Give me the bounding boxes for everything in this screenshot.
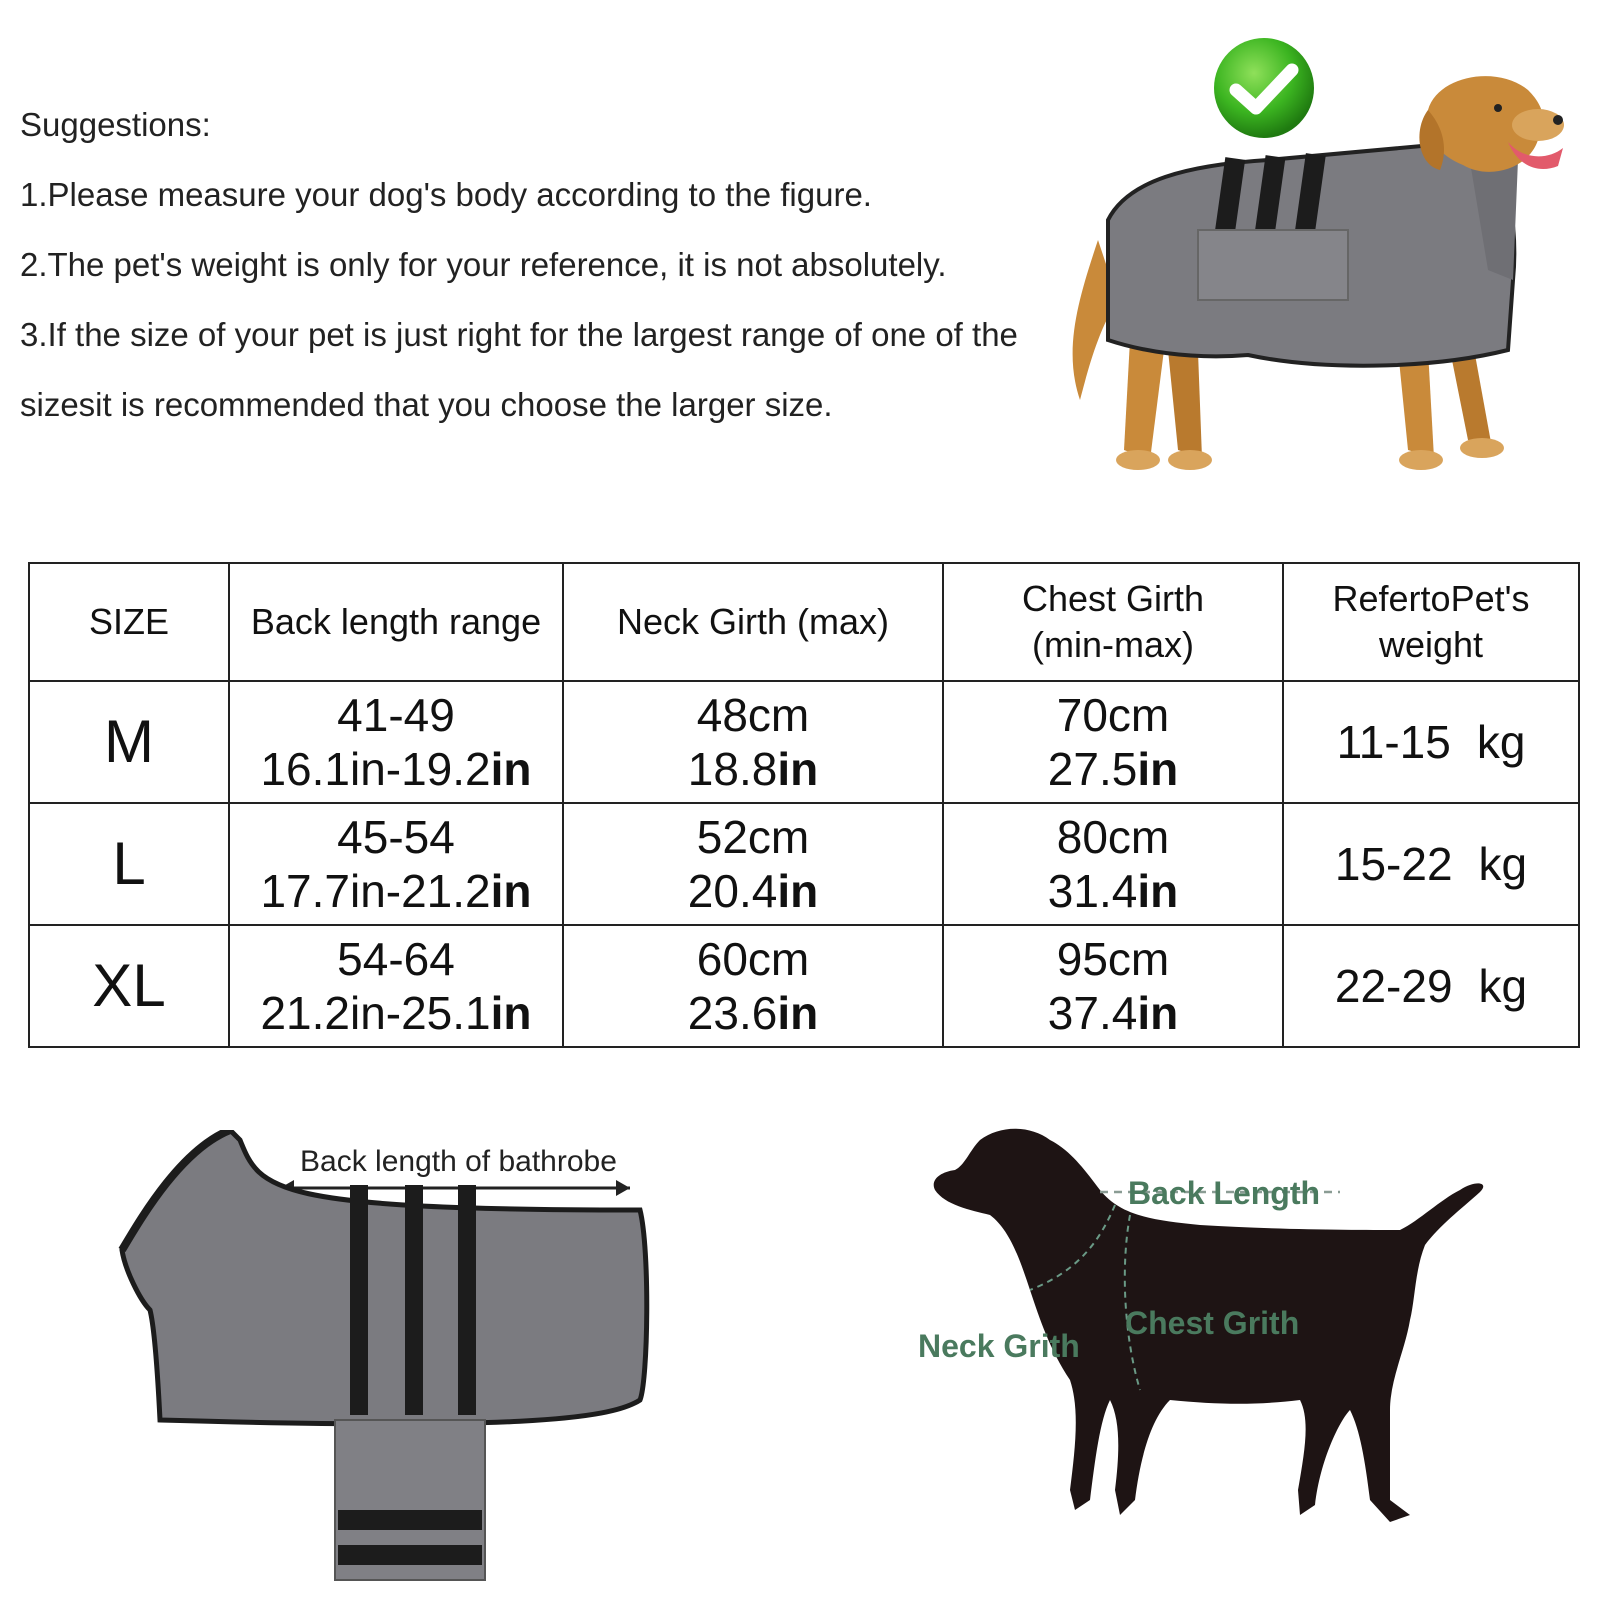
- bathrobe-back-length-label: Back length of bathrobe: [300, 1145, 617, 1178]
- neck-girth-label: Neck Grith: [918, 1328, 1080, 1364]
- in-unit: in: [1137, 865, 1179, 917]
- size-cell: M: [29, 681, 229, 803]
- chest-girth-label: Chest Grith: [1125, 1305, 1300, 1341]
- in-unit: in: [490, 987, 532, 1039]
- back-length-cell: [229, 803, 563, 925]
- back-in-value: 16.1in-19.2: [260, 743, 491, 795]
- neck-girth-cell: [563, 681, 943, 803]
- suggestion-line-4: sizesit is recommended that you choose the larger size.: [20, 386, 833, 423]
- table-row: [29, 803, 1579, 925]
- weight-value: 11-15: [1336, 716, 1451, 768]
- back-length-label: Back Length: [1128, 1175, 1321, 1211]
- chest-girth-cell: [943, 925, 1283, 1047]
- header-weight-line-1: RefertoPet's: [1332, 578, 1530, 619]
- suggestions-heading: Suggestions:: [20, 106, 211, 143]
- header-neck-girth: Neck Girth (max): [563, 563, 943, 681]
- suggestion-line-3: 3.If the size of your pet is just right for the largest range of one of the: [20, 316, 1018, 353]
- chest-girth-cell: [943, 681, 1283, 803]
- weight-unit: kg: [1478, 960, 1528, 1012]
- suggestion-line-2: 2.The pet's weight is only for your reference, it is not absolutely.: [20, 246, 947, 283]
- neck-in-value: 20.4: [687, 865, 778, 917]
- neck-cm-value: 52cm: [696, 811, 810, 863]
- header-pet-weight: [1283, 563, 1579, 681]
- back-cm-value: 41-49: [337, 689, 455, 741]
- back-in-value: 21.2in-25.1: [260, 987, 491, 1039]
- header-back-length: Back length range: [229, 563, 563, 681]
- header-chest-line-1: Chest Girth: [1021, 578, 1205, 619]
- size-cell: XL: [29, 925, 229, 1047]
- in-unit: in: [490, 865, 532, 917]
- in-unit: in: [1137, 743, 1179, 795]
- weight-unit: kg: [1476, 716, 1526, 768]
- table-header-row: [29, 563, 1579, 681]
- chest-in-value: 37.4: [1047, 987, 1138, 1039]
- weight-value: 22-29: [1334, 960, 1453, 1012]
- chest-cm-value: 80cm: [1056, 811, 1170, 863]
- in-unit: in: [777, 865, 819, 917]
- neck-girth-cell: [563, 925, 943, 1047]
- suggestion-line-1: 1.Please measure your dog's body according to the figure.: [20, 176, 872, 213]
- strap: [458, 1185, 476, 1415]
- chest-girth-cell: [943, 803, 1283, 925]
- back-in-value: 17.7in-21.2: [260, 865, 491, 917]
- in-unit: in: [1137, 987, 1179, 1039]
- neck-cm-value: 60cm: [696, 933, 810, 985]
- neck-girth-cell: [563, 803, 943, 925]
- weight-value: 15-22: [1334, 838, 1453, 890]
- back-cm-value: 45-54: [337, 811, 455, 863]
- weight-cell: [1283, 803, 1579, 925]
- suggestions-block: [20, 100, 1080, 450]
- neck-in-value: 23.6: [687, 987, 778, 1039]
- chest-in-value: 31.4: [1047, 865, 1138, 917]
- strap: [350, 1185, 368, 1415]
- back-length-cell: [229, 681, 563, 803]
- table-row: [29, 925, 1579, 1047]
- header-chest-line-2: (min-max): [1032, 624, 1194, 665]
- header-chest-girth: [943, 563, 1283, 681]
- header-size: SIZE: [29, 563, 229, 681]
- in-unit: in: [777, 743, 819, 795]
- in-unit: in: [777, 987, 819, 1039]
- in-unit: in: [490, 743, 532, 795]
- strap: [405, 1185, 423, 1415]
- back-length-cell: [229, 925, 563, 1047]
- weight-cell: [1283, 681, 1579, 803]
- bathrobe-diagram: [110, 1130, 670, 1590]
- neck-cm-value: 48cm: [696, 689, 810, 741]
- dog-wearing-bathrobe-image: [1068, 70, 1596, 490]
- neck-in-value: 18.8: [687, 743, 778, 795]
- back-cm-value: 54-64: [337, 933, 455, 985]
- chest-cm-value: 95cm: [1056, 933, 1170, 985]
- table-row: [29, 681, 1579, 803]
- size-chart-table: [28, 562, 1580, 1048]
- chest-cm-value: 70cm: [1056, 689, 1170, 741]
- weight-cell: [1283, 925, 1579, 1047]
- header-weight-line-2: weight: [1378, 624, 1484, 665]
- chest-in-value: 27.5: [1047, 743, 1138, 795]
- size-cell: L: [29, 803, 229, 925]
- weight-unit: kg: [1478, 838, 1528, 890]
